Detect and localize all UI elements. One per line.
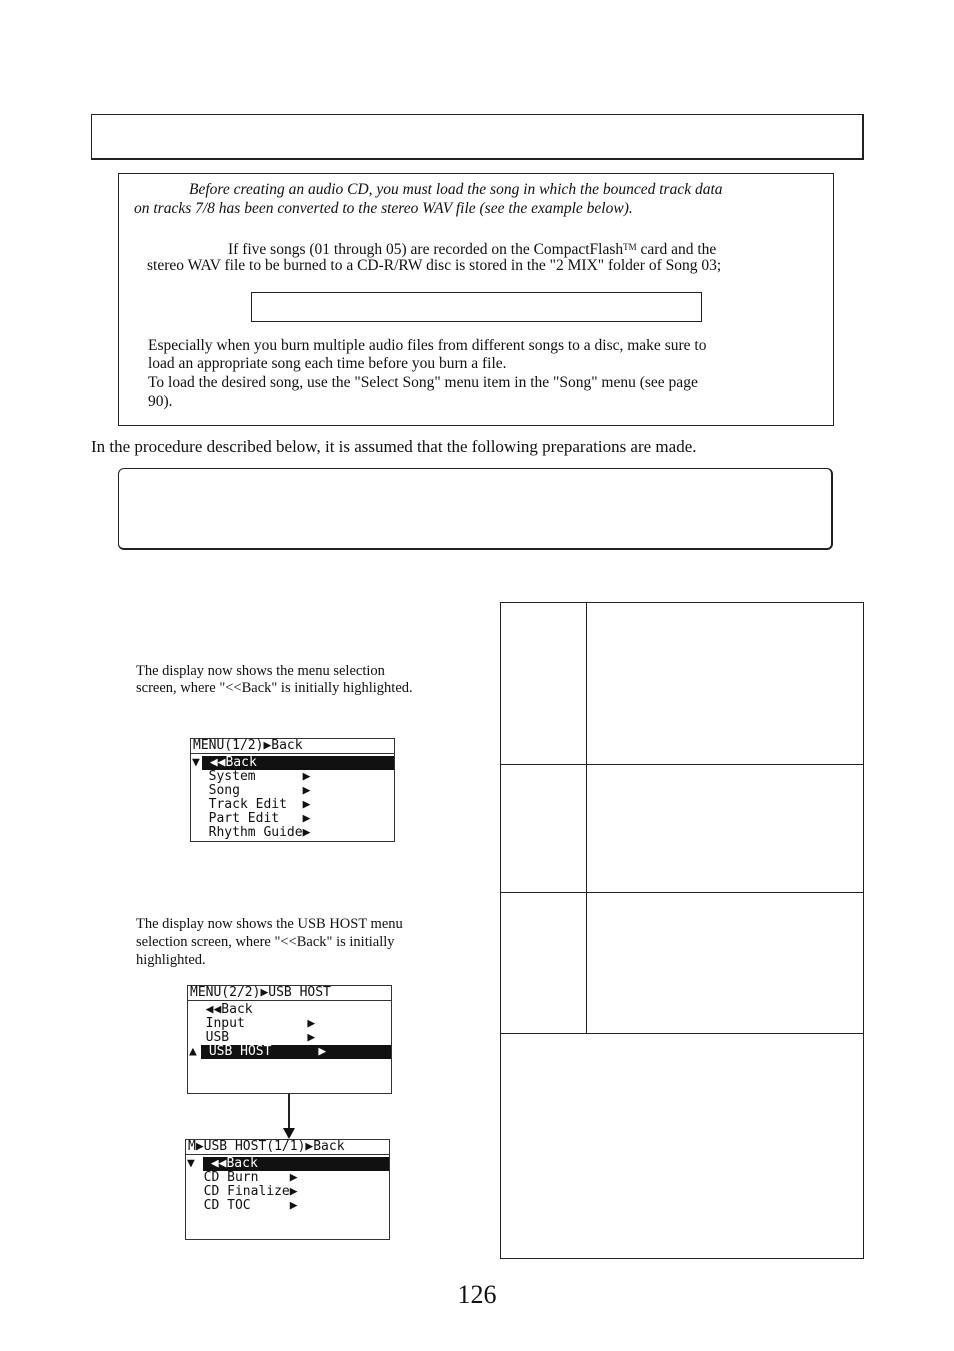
lcd-row: Song ▶ xyxy=(193,783,311,798)
menu-caption-line-2: screen, where "<<Back" is initially highlighted. xyxy=(136,680,413,696)
lcd-menu-1 xyxy=(190,738,395,842)
lcd-row: CD TOC ▶ xyxy=(188,1198,298,1213)
scroll-up-icon: ▲ xyxy=(189,1044,197,1059)
example-text-pre: If five songs (01 through 05) are recorded on the CompactFlash xyxy=(228,241,624,258)
scroll-down-icon: ▼ xyxy=(192,755,200,770)
lcd-row: Input ▶ xyxy=(190,1016,316,1031)
lcd-row: Part Edit ▶ xyxy=(193,811,311,826)
lcd-usb-host-menu xyxy=(185,1139,390,1240)
note-line-2: on tracks 7/8 has been converted to the stereo WAV file (see the example below). xyxy=(134,200,633,217)
example-line-2: stereo WAV file to be burned to a CD-R/RW disc is stored in the "2 MIX" folder of Song 03; xyxy=(147,257,722,274)
preparations-box xyxy=(118,468,833,550)
example-text-post: card and the xyxy=(636,241,717,258)
trademark-sup: TM xyxy=(623,242,637,252)
lcd-row-usb-host xyxy=(188,1045,391,1059)
example-path-box xyxy=(251,292,702,322)
lcd-row-back xyxy=(191,756,394,770)
lcd-row: ◀◀Back xyxy=(190,1002,253,1017)
table-row-divider xyxy=(500,892,864,893)
lcd-row: Rhythm Guide▶ xyxy=(193,825,311,840)
lcd-title: MENU(1/2)▶Back xyxy=(191,739,394,754)
lcd-row: Track Edit ▶ xyxy=(193,797,311,812)
note-para2-line1: To load the desired song, use the "Select Song" menu item in the "Song" menu (see page xyxy=(148,374,698,391)
lcd-highlight: ◀◀Back xyxy=(203,1157,389,1171)
menu-caption-line-1: The display now shows the menu selection xyxy=(136,663,385,679)
table-column-divider xyxy=(586,602,587,1034)
usb-caption-line-1: The display now shows the USB HOST menu xyxy=(136,916,403,932)
scroll-down-icon: ▼ xyxy=(187,1156,195,1171)
table-row-divider xyxy=(500,1033,864,1034)
note-para2-line2: 90). xyxy=(148,393,173,410)
lcd-row: CD Finalize▶ xyxy=(188,1184,298,1199)
section-heading-box xyxy=(91,114,864,160)
lcd-row: CD Burn ▶ xyxy=(188,1170,298,1185)
lcd-menu-2 xyxy=(187,985,392,1094)
usb-caption-line-2: selection screen, where "<<Back" is initially xyxy=(136,934,395,950)
intro-text: In the procedure described below, it is assumed that the following preparations are made. xyxy=(91,437,697,456)
usb-caption-line-3: highlighted. xyxy=(136,952,206,968)
lcd-highlight: USB HOST ▶ xyxy=(201,1045,391,1059)
lcd-row: System ▶ xyxy=(193,769,311,784)
page-number: 126 xyxy=(457,1280,497,1309)
lcd-row-back xyxy=(186,1157,389,1171)
lcd-row: USB ▶ xyxy=(190,1030,316,1045)
lcd-title: M▶USB HOST(1/1)▶Back xyxy=(186,1140,389,1155)
note-para1-line2: load an appropriate song each time before you burn a file. xyxy=(148,355,507,372)
table-row-divider xyxy=(500,764,864,765)
note-line-1: Before creating an audio CD, you must load the song in which the bounced track data xyxy=(189,181,723,198)
lcd-highlight: ◀◀Back xyxy=(202,756,394,770)
side-table xyxy=(500,602,864,1259)
arrow-line xyxy=(288,1094,290,1132)
note-para1-line1: Especially when you burn multiple audio files from different songs to a disc, make sure to xyxy=(148,337,707,354)
lcd-title: MENU(2/2)▶USB HOST xyxy=(188,986,391,1001)
